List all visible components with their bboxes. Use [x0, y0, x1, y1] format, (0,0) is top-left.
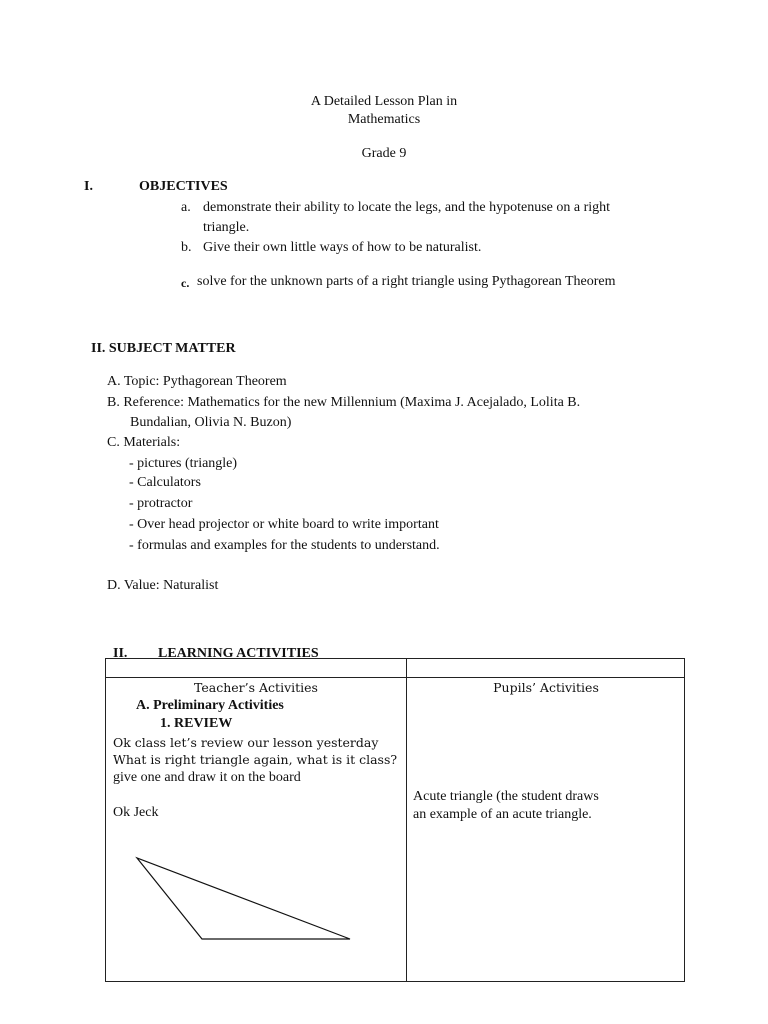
subject-reference-line1: B. Reference: Mathematics for the new Millennium (Maxima J. Acejalado, Lolita B. [107, 395, 581, 410]
teacher-activities-cell [106, 678, 407, 982]
acute-triangle-drawing [134, 856, 354, 946]
teacher-line: Ok class let’s review our lesson yesterday [113, 735, 379, 750]
subject-materials-label: C. Materials: [107, 435, 181, 450]
material-item: - Calculators [129, 475, 201, 490]
pupil-line: an example of an acute triangle. [413, 807, 592, 822]
teacher-line: What is right triangle again, what is it class? [113, 752, 398, 767]
pupil-line: Acute triangle (the student draws [413, 789, 599, 804]
material-item: - formulas and examples for the students to understand. [129, 538, 440, 553]
objectives-heading: OBJECTIVES [139, 179, 228, 194]
material-item: - protractor [129, 496, 193, 511]
teacher-activities-header: Teacher’s Activities [194, 680, 318, 695]
teacher-ok-jeck: Ok Jeck [113, 805, 159, 820]
grade-label: Grade 9 [361, 146, 407, 161]
objective-b-line1: Give their own little ways of how to be naturalist. [203, 240, 482, 255]
table-empty-cell [407, 659, 685, 678]
pupils-activities-cell [407, 678, 685, 982]
objective-a-line1: demonstrate their ability to locate the legs, and the hypotenuse on a right [203, 200, 611, 215]
preliminary-activities-heading: A. Preliminary Activities [136, 698, 284, 713]
subject-matter-heading: II. SUBJECT MATTER [91, 341, 236, 356]
material-item: - pictures (triangle) [129, 456, 238, 471]
learning-activities-table [105, 658, 685, 982]
objective-c-line1: solve for the unknown parts of a right triangle using Pythagorean Theorem [197, 274, 616, 289]
objective-b-marker: b. [181, 240, 192, 255]
teacher-line: give one and draw it on the board [113, 770, 301, 785]
subject-topic: A. Topic: Pythagorean Theorem [107, 374, 287, 389]
pupils-activities-header: Pupils’ Activities [493, 680, 599, 695]
subject-reference-line2: Bundalian, Olivia N. Buzon) [130, 415, 292, 430]
learning-activities-numeral: II. [113, 646, 128, 661]
objectives-numeral: I. [84, 179, 93, 194]
objective-a-marker: a. [181, 200, 191, 215]
table-content-row [106, 678, 685, 982]
material-item: - Over head projector or white board to write important [129, 517, 439, 532]
objective-a-line2: triangle. [203, 220, 250, 235]
table-top-row [106, 659, 685, 678]
review-heading: 1. REVIEW [160, 716, 233, 731]
subject-value: D. Value: Naturalist [107, 578, 219, 593]
doc-title-line1: A Detailed Lesson Plan in [310, 94, 458, 109]
objective-c-marker: c. [181, 276, 190, 290]
learning-activities-heading: LEARNING ACTIVITIES [158, 646, 319, 661]
doc-title-line2: Mathematics [347, 112, 421, 127]
table-empty-cell [106, 659, 407, 678]
